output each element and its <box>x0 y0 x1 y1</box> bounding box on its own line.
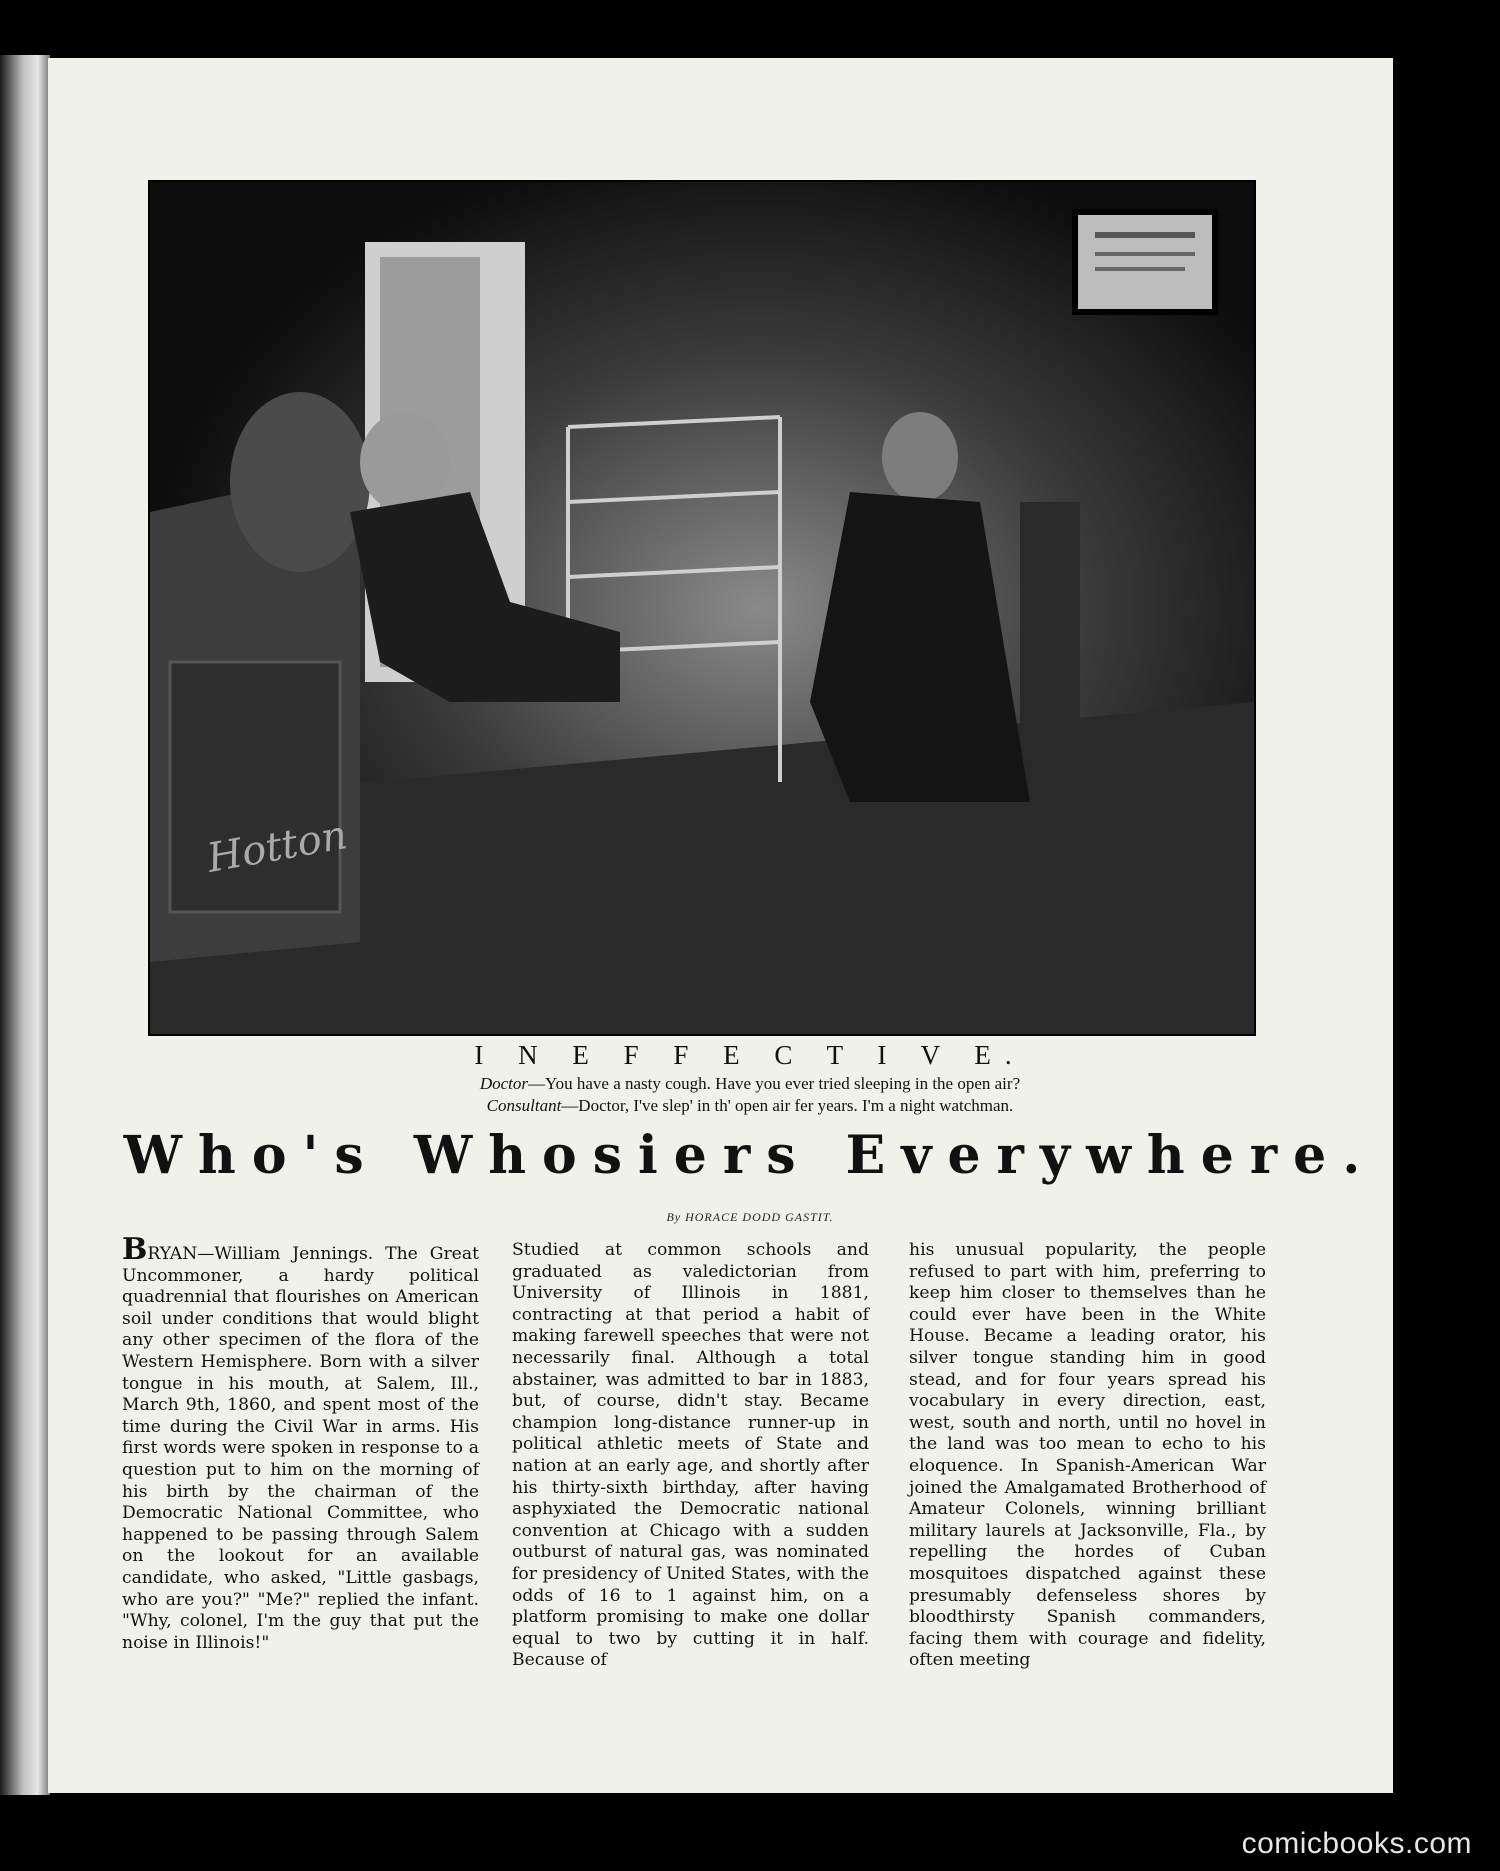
site-watermark: comicbooks.com <box>1241 1827 1472 1860</box>
facing-page-edge <box>0 55 50 1795</box>
article-column-2: Studied at common schools and graduated as valedictorian from University of Illinois in 1881, contracting at that period a habit of making farewell speeches that were not necessarily final. Although a total abstainer, was admitted to bar in 1883, but, of course, didn't stay. Became champion long-distance runner-up in political athletic meets of State and nation at an early age, and shortly after his thirty-sixth birthday, after having asphyxiated the Democratic national convention at Chicago with a sudden outburst of natural gas, was nominated for presidency of United States, with the odds of 16 to 1 against him, on a platform promising to make one dollar equal to two by cutting it in half. Because of <box>512 1240 869 1671</box>
article-headline: Who's Whosiers Everywhere. <box>123 1125 1377 1186</box>
caption-speaker-doctor: Doctor <box>479 1074 529 1093</box>
caption-text-doctor: —You have a nasty cough. Have you ever tried sleeping in the open air? <box>528 1074 1021 1093</box>
drop-cap: B <box>122 1232 148 1267</box>
article-byline: By HORACE DODD GASTIT. <box>666 1210 834 1224</box>
article-column-1 <box>122 1232 479 1653</box>
column-1-text: RYAN—William Jennings. The Great Uncommoner, a hardy political quadrennial that flourishes on American soil under conditions that would blight any other specimen of the flora of the Western Hemisphere. Born with a silver tongue in his mouth, at Salem, Ill., March 9th, 1860, and spent most of the time during the Civil War in arms. His first words were spoken in response to a question put to him on the morning of his birth by the chairman of the Democratic National Committee, who happened to be passing through Salem on the lookout for an available candidate, who asked, "Little gasbags, who are you?" "Me?" replied the infant. "Why, colonel, I'm the guy that put the noise in Illinois!" <box>122 1244 479 1653</box>
svg-text:Hotton: Hotton <box>203 812 351 882</box>
cartoon-illustration <box>148 180 1256 1036</box>
caption-speaker-consultant: Consultant <box>486 1096 562 1115</box>
caption-title: I N E F F E C T I V E. <box>474 1040 1026 1070</box>
caption-line-doctor <box>0 1074 1500 1094</box>
caption-text-consultant: —Doctor, I've slep' in th' open air fer years. I'm a night watchman. <box>561 1096 1014 1115</box>
article-column-3: his unusual popularity, the people refused to part with him, preferring to keep him closer to themselves than he could ever have been in the White House. Became a leading orator, his silver tongue standing him in good stead, and for four years spread his vocabulary in every direction, east, west, south and north, until no hovel in the land was too mean to echo to his eloquence. In Spanish-American War joined the Amalgamated Brotherhood of Amateur Colonels, winning brilliant military laurels at Jacksonville, Fla., by repelling the hordes of Cuban mosquitoes dispatched against these presumably defenseless shores by bloodthirsty Spanish commanders, facing them with courage and fidelity, often meeting <box>909 1240 1266 1671</box>
caption-line-consultant <box>0 1096 1500 1116</box>
